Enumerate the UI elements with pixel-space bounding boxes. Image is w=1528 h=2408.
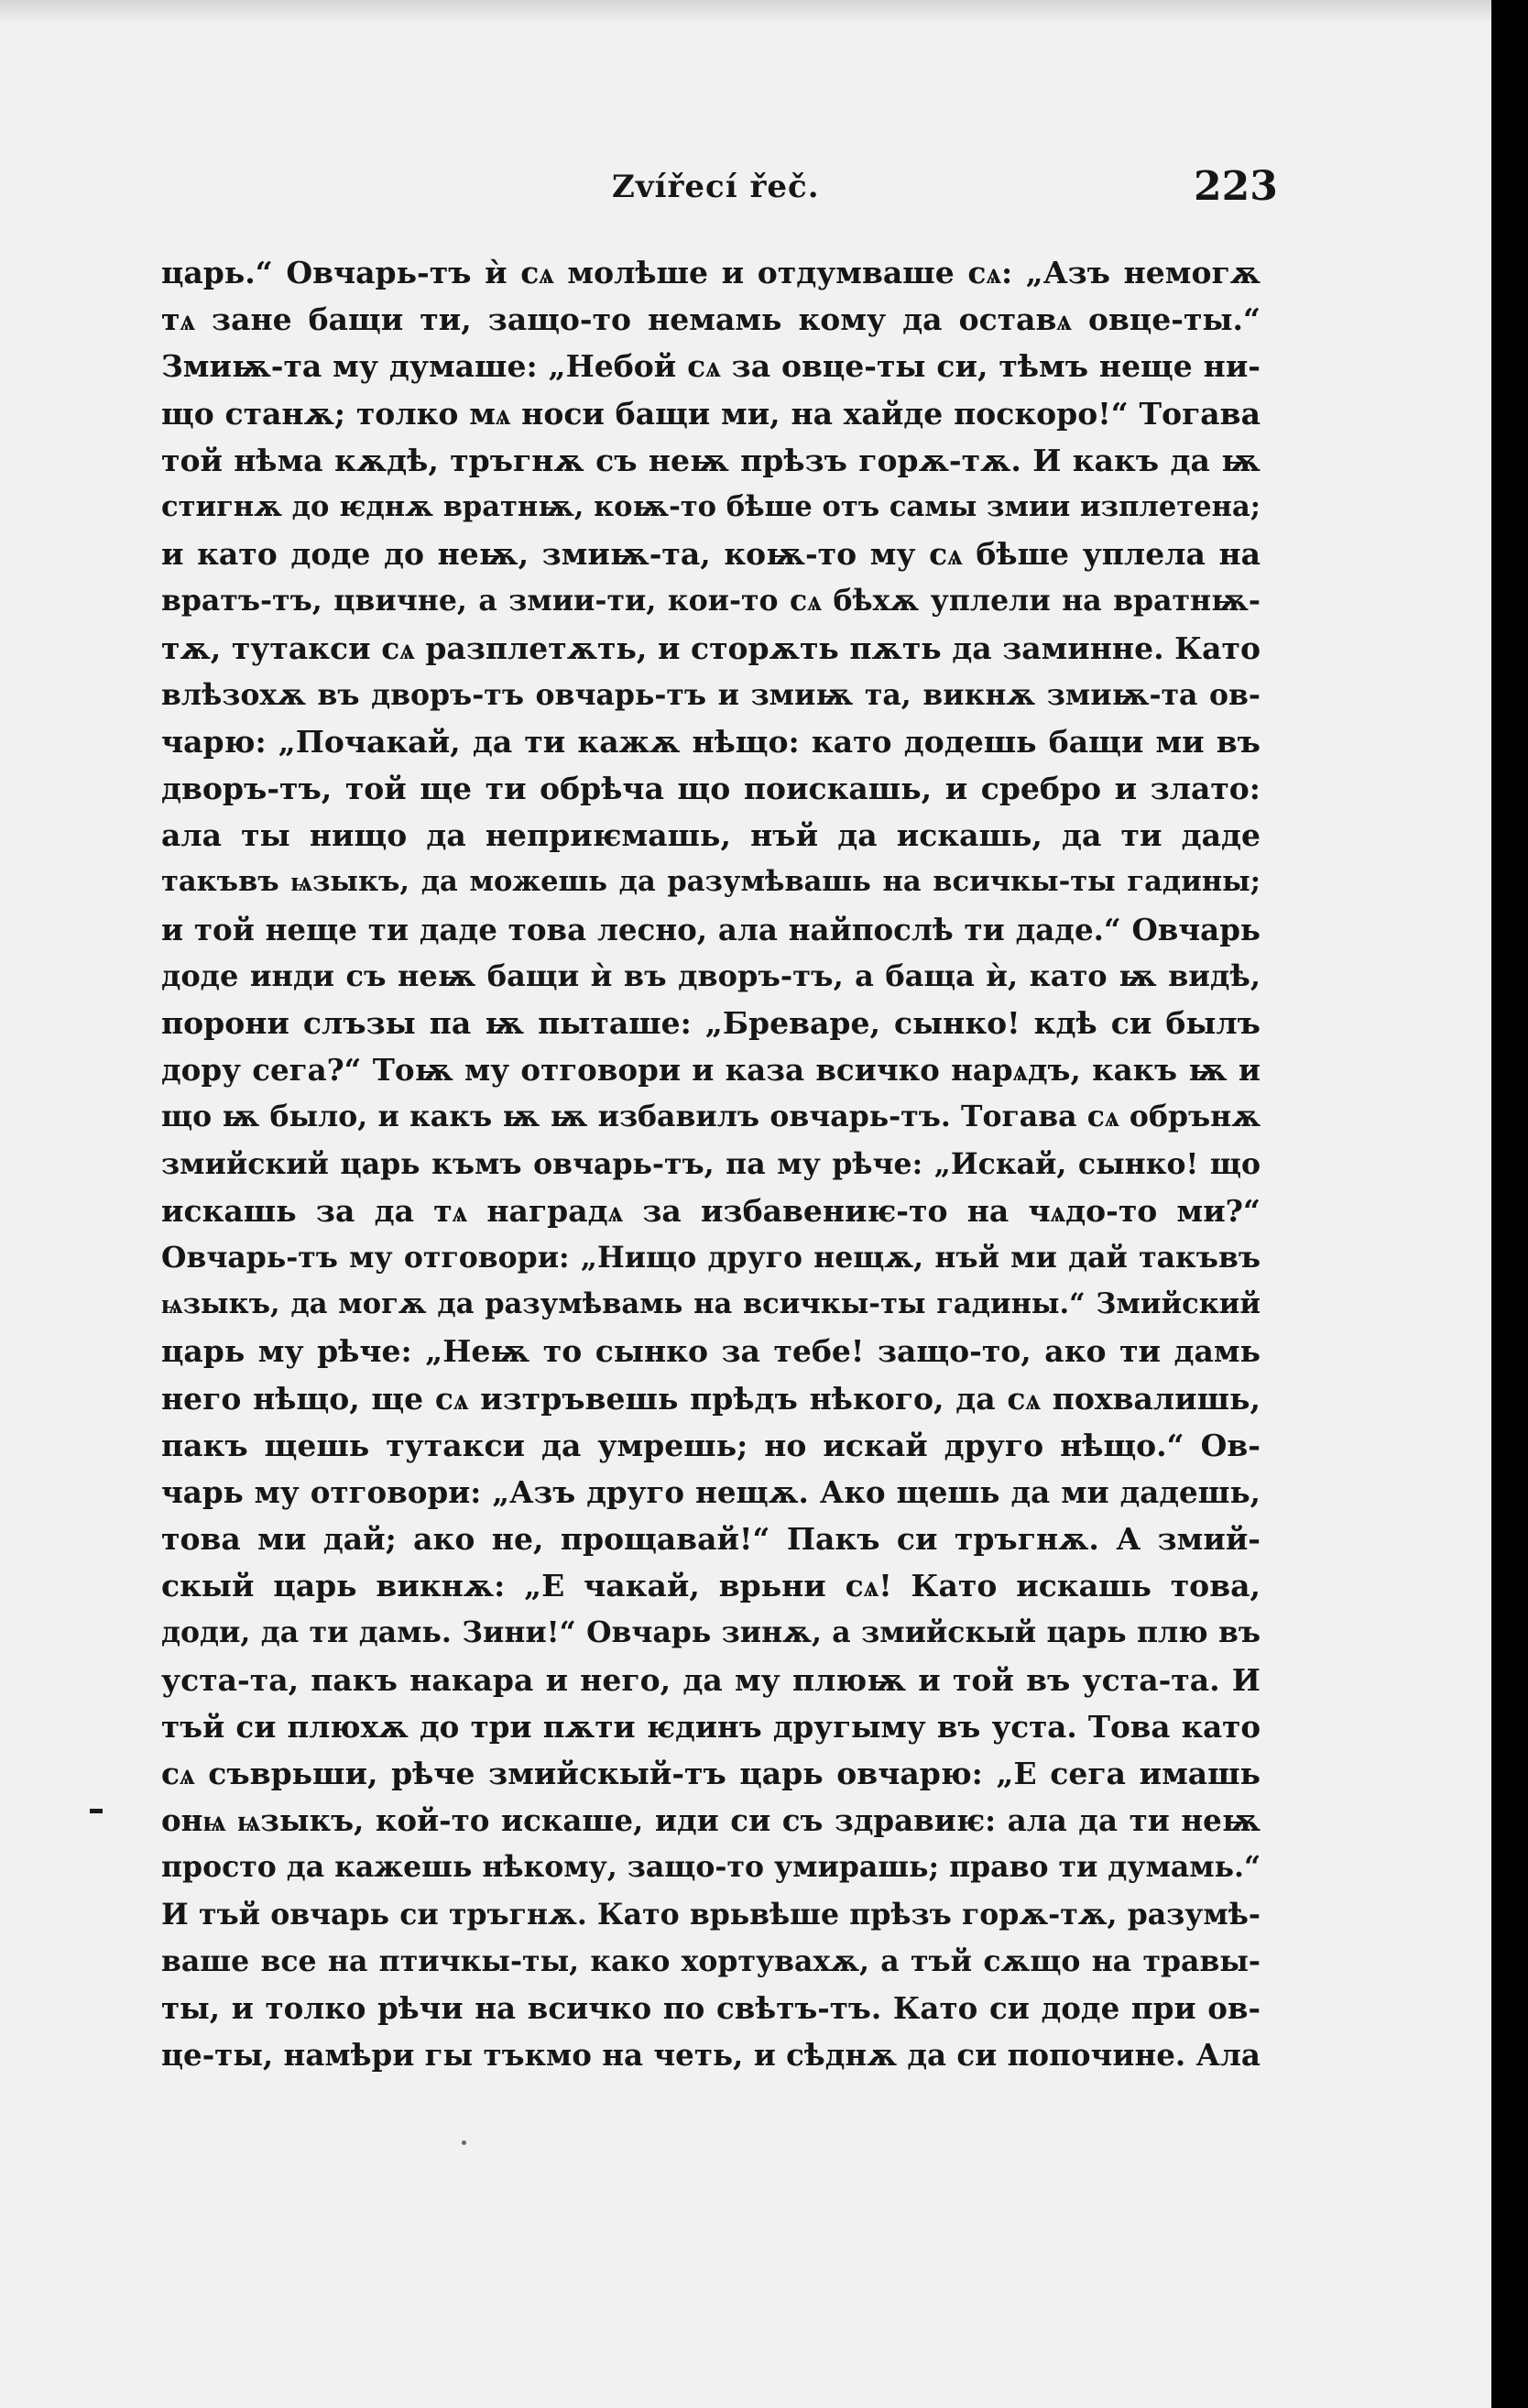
text-line: це-ты, намѣри гы тъкмо на четь, и сѣднѫ да си попочине. Ала bbox=[161, 2037, 1261, 2074]
scan-border bbox=[1491, 0, 1528, 2408]
text-line: ваше все на птичкы-ты, како хортувахѫ, а тъй сѫщо на травы- bbox=[161, 1943, 1261, 1978]
text-line: тѫ, тутакси сѧ разплетѫть, и сторѫть пѫть да заминне. Като bbox=[161, 629, 1261, 666]
text-line: що станѫ; толко мѧ носи бащи ми, на хайде поскоро!“ Тогава bbox=[161, 395, 1261, 432]
body-text bbox=[161, 249, 1261, 2078]
text-line: доде инди съ неѭ бащи ѝ въ дворъ-тъ, а баща ѝ, като ѭ видѣ, bbox=[161, 958, 1261, 993]
text-line: царь му рѣче: „Неѭ то сынко за тебе! защо-то, ако ти дамь bbox=[161, 1333, 1261, 1370]
text-line: чарь му отговори: „Азъ друго нещѫ. Ако щешь да ми дадешь, bbox=[161, 1473, 1261, 1510]
text-line: вратъ-тъ, цвичне, а змии-ти, кои-то сѧ бѣхѫ уплели на вратнѭ- bbox=[161, 584, 1261, 618]
ink-speck bbox=[462, 2140, 466, 2145]
text-line: тъй си плюхѫ до три пѫти ѥдинъ другыму въ уста. Това като bbox=[161, 1708, 1261, 1745]
text-line: и той неще ти даде това лесно, ала найпослѣ ти даде.“ Овчарь bbox=[161, 911, 1261, 947]
text-line: дору сега?“ Тоѭ му отговори и каза всичко нарѧдъ, какъ ѭ и bbox=[161, 1052, 1261, 1089]
text-line: порони слъзы па ѭ пыташе: „Бреваре, сынко! кдѣ си былъ bbox=[161, 1005, 1261, 1041]
margin-mark bbox=[90, 1809, 103, 1813]
text-line: ѩзыкъ, да могѫ да разумѣвамь на всичкы-ты гадины.“ Змийский bbox=[161, 1287, 1261, 1321]
page-header bbox=[0, 163, 1491, 218]
text-line: доди, да ти дамь. Зини!“ Овчарь зинѫ, а змийскый царь плю въ bbox=[161, 1615, 1261, 1650]
text-line: това ми дай; ако не, прощавай!“ Пакъ си тръгнѫ. А змий- bbox=[161, 1521, 1261, 1558]
text-line: и като доде до неѭ, змиѭ-та, коѭ-то му сѧ бѣше уплела на bbox=[161, 536, 1261, 573]
text-line: змийский царь къмъ овчарь-тъ, па му рѣче: „Искай, сынко! що bbox=[161, 1146, 1261, 1181]
text-line: скый царь викнѫ: „Е чакай, врьни сѧ! Като искашь това, bbox=[161, 1568, 1261, 1604]
text-line: уста-та, пакъ накара и него, да му плюѭ и той въ уста-та. И bbox=[161, 1661, 1261, 1698]
text-line: царь.“ Овчарь-тъ ѝ сѧ молѣше и отдумваше сѧ: „Азъ немогѫ bbox=[161, 255, 1261, 290]
text-line: такъвъ ѩзыкъ, да можешь да разумѣвашь на всичкы-ты гадины; bbox=[161, 865, 1261, 899]
text-line: пакъ щешь тутакси да умрешь; но искай друго нѣщо.“ Ов- bbox=[161, 1427, 1261, 1463]
text-line: ала ты нищо да неприѥмашь, нъй да искашь, да ти даде bbox=[161, 817, 1261, 854]
text-line: Овчарь-тъ му отговори: „Нищо друго нещѫ, нъй ми дай такъвъ bbox=[161, 1240, 1261, 1275]
text-line: той нѣма кѫдѣ, тръгнѫ съ неѭ прѣзъ горѫ-тѫ. И какъ да ѭ bbox=[161, 442, 1261, 478]
text-line: дворъ-тъ, той ще ти обрѣча що поискашь, и сребро и злато: bbox=[161, 771, 1261, 807]
text-line: просто да кажешь нѣкому, защо-то умирашь; право ти думамь.“ bbox=[161, 1850, 1261, 1885]
running-head: Zvířecí řeč. bbox=[612, 169, 820, 205]
page-number: 223 bbox=[1194, 163, 1278, 210]
text-line: що ѭ было, и какъ ѭ ѭ избавилъ овчарь-тъ. Тогава сѧ обрънѫ bbox=[161, 1100, 1261, 1134]
text-line: влѣзохѫ въ дворъ-тъ овчарь-тъ и змиѭ та, викнѫ змиѭ-та ов- bbox=[161, 677, 1261, 712]
text-line: чарю: „Почакай, да ти кажѫ нѣщо: като додешь бащи ми въ bbox=[161, 723, 1261, 760]
text-line: искашь за да тѧ наградѧ за избавениѥ-то на чѧдо-то ми?“ bbox=[161, 1192, 1261, 1229]
text-line: тѧ зане бащи ти, защо-то немамь кому да оставѧ овце-ты.“ bbox=[161, 301, 1261, 338]
text-line: онѩ ѩзыкъ, кой-то искаше, иди си съ здравиѥ: ала да ти неѭ bbox=[161, 1802, 1261, 1839]
text-line: И тъй овчарь си тръгнѫ. Като врьвѣше прѣзъ горѫ-тѫ, разумѣ- bbox=[161, 1897, 1261, 1932]
text-line: Змиѭ-та му думаше: „Небой сѧ за овце-ты си, тѣмъ неще ни- bbox=[161, 348, 1261, 385]
page-top-edge bbox=[0, 0, 1491, 24]
text-line: сѧ съврьши, рѣче змийскый-тъ царь овчарю: „Е сега имашь bbox=[161, 1756, 1261, 1791]
text-line: него нѣщо, ще сѧ изтръвешь прѣдъ нѣкого, да сѧ похвалишь, bbox=[161, 1380, 1261, 1417]
text-line: стигнѫ до ѥднѫ вратнѭ, коѭ-то бѣше отъ самы змии изплетена; bbox=[161, 489, 1261, 523]
text-line: ты, и толко рѣчи на всичко по свѣтъ-тъ. Като си доде при ов- bbox=[161, 1989, 1261, 2026]
